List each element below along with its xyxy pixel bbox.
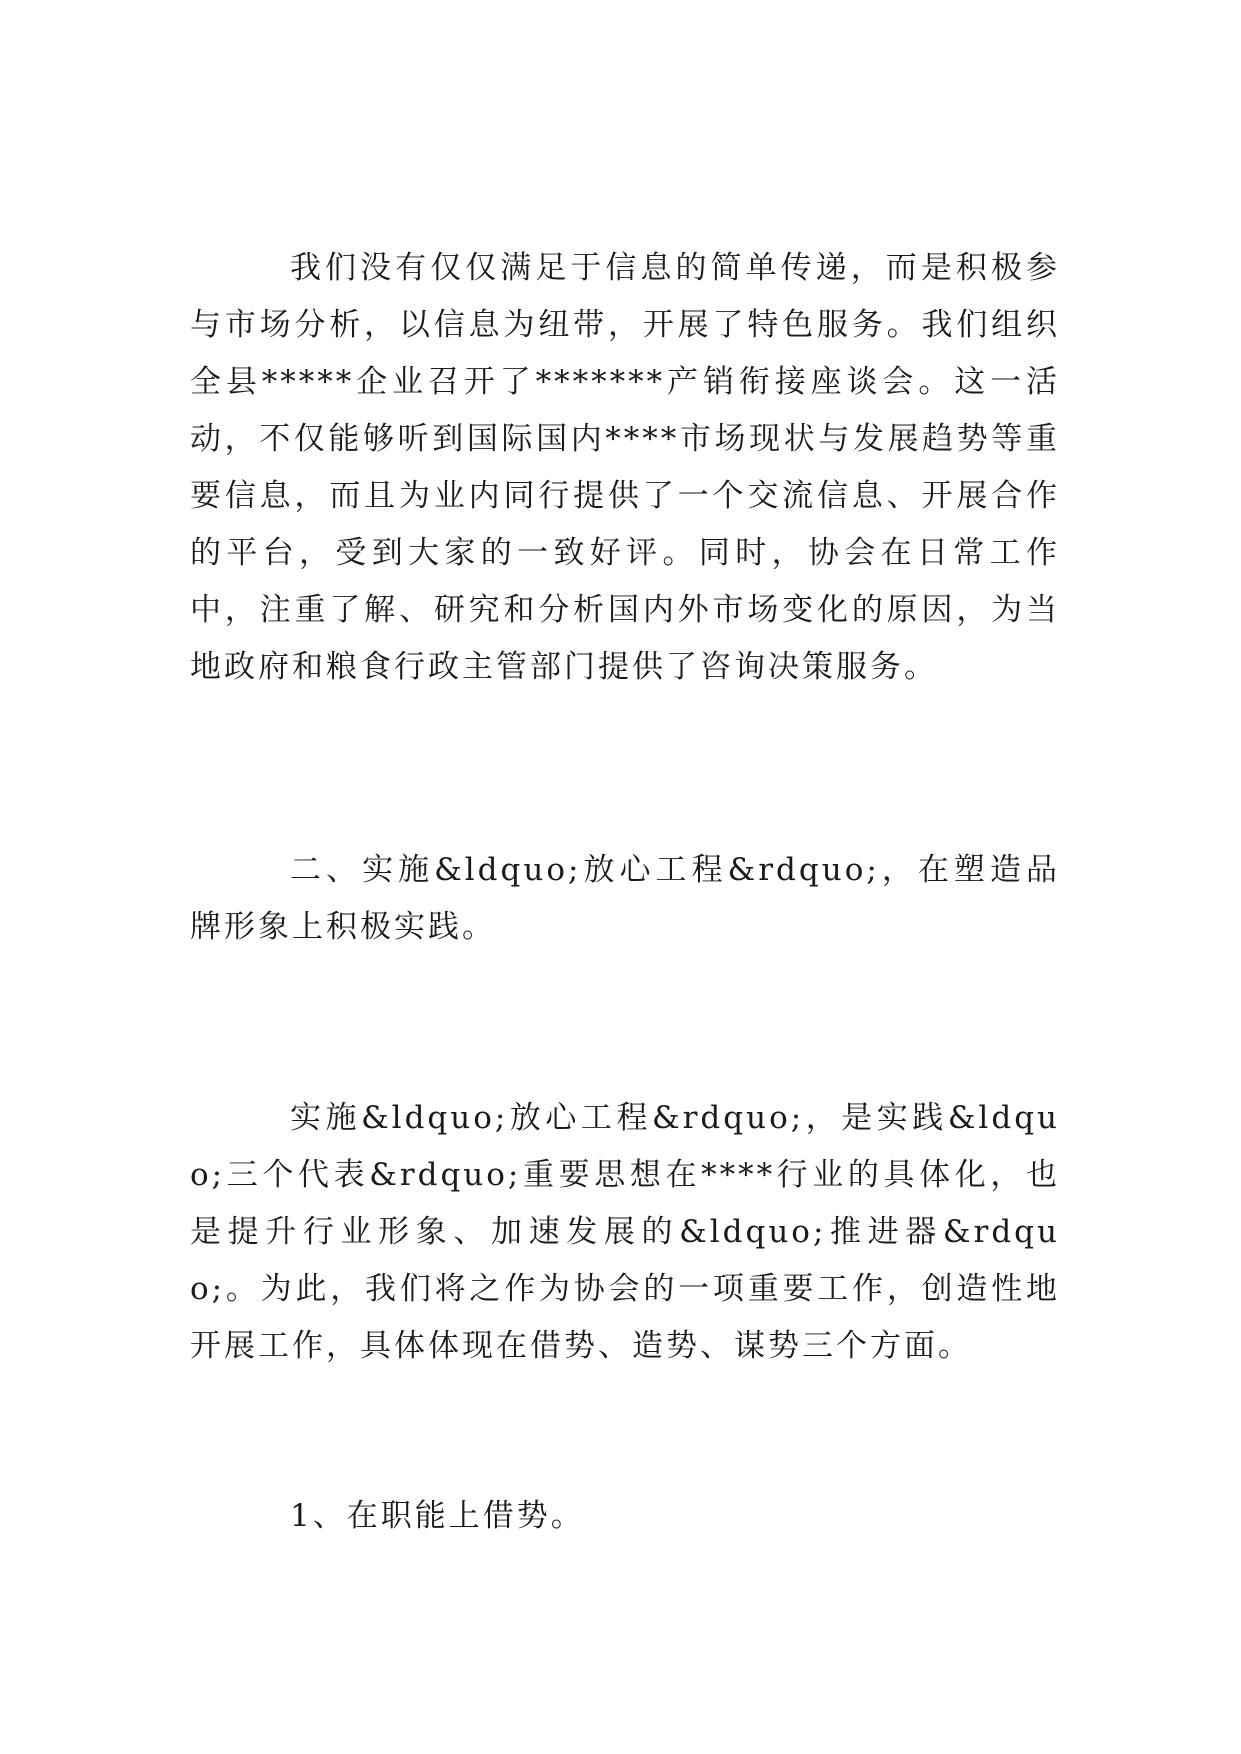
body-paragraph: 实施&ldquo;放心工程&rdquo;，是实践&ldquo;三个代表&rdquo;重要思想在****行业的具体化，也是提升行业形象、加速发展的&ldquo;推进器&rdquo;。为此，我们将之作为协会的一项重要工作，创造性地开展工作，具体体现在借势、造势、谋势三个方面。 — [190, 1100, 1060, 1364]
section-heading: 二、实施&ldquo;放心工程&rdquo;，在塑造品牌形象上积极实践。 — [190, 852, 1060, 945]
subsection-heading: 1、在职能上借势。 — [290, 1498, 585, 1534]
body-paragraph: 我们没有仅仅满足于信息的简单传递，而是积极参与市场分析，以信息为纽带，开展了特色服务。我们组织全县*****企业召开了*******产销衔接座谈会。这一活动，不仅能够听到国际国内****市场现状与发展趋势等重要信息，而且为业内同行提供了一个交流信息、开展合作的平台，受到大家的一致好评。同时，协会在日常工作中，注重了解、研究和分析国内外市场变化的原因，为当地政府和粮食行政主管部门提供了咨询决策服务。 — [190, 250, 1060, 685]
